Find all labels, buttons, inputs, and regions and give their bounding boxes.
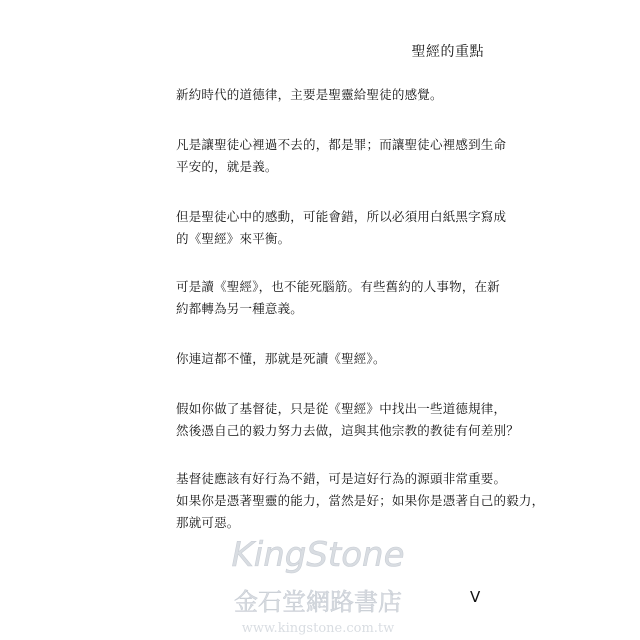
paragraph-4	[176, 276, 498, 320]
paragraph-2	[176, 134, 507, 178]
paragraph-line: 但是聖徒心中的感動，可能會錯，所以必須用白紙黑字寫成	[176, 209, 507, 224]
paragraph-line: 你連這都不懂，那就是死讀《聖經》。	[176, 351, 386, 366]
paragraph-line: 基督徒應該有好行為不錯，可是這好行為的源頭非常重要。	[176, 471, 507, 486]
paragraph-7	[176, 468, 545, 534]
kingstone-watermark-logo	[228, 528, 408, 640]
paragraph-line: 新約時代的道德律，主要是聖靈給聖徒的感覺。	[176, 87, 443, 102]
page-number: V	[470, 588, 481, 606]
paragraph-line: 的《聖經》來平衡。	[176, 231, 291, 246]
paragraph-3	[176, 206, 507, 250]
svg-text:KingStone: KingStone	[231, 535, 405, 575]
svg-text:www.kingstone.com.tw: www.kingstone.com.tw	[241, 621, 395, 636]
paragraph-line: 約都轉為另一種意義。	[176, 301, 304, 316]
paragraph-line: 假如你做了基督徒，只是從《聖經》中找出一些道德規律，	[176, 401, 507, 416]
paragraph-line: 平安的，就是義。	[176, 159, 278, 174]
paragraph-1	[176, 84, 498, 106]
paragraph-6	[176, 398, 519, 442]
svg-text:金石堂網路書店: 金石堂網路書店	[234, 588, 402, 616]
paragraph-line: 凡是讓聖徒心裡過不去的，都是罪；而讓聖徒心裡感到生命	[176, 137, 507, 152]
paragraph-line: 可是讀《聖經》，也不能死腦筋。有些舊約的人事物，在新	[176, 279, 500, 294]
paragraph-line: 然後憑自己的毅力努力去做，這與其他宗教的教徒有何差別？	[176, 423, 519, 438]
paragraph-line: 如果你是憑著聖靈的能力，當然是好；如果你是憑著自己的毅力，	[176, 493, 545, 508]
paragraph-line: 那就可惡。	[176, 515, 240, 530]
running-header-title: 聖經的重點	[411, 44, 484, 60]
paragraph-5	[176, 348, 498, 370]
